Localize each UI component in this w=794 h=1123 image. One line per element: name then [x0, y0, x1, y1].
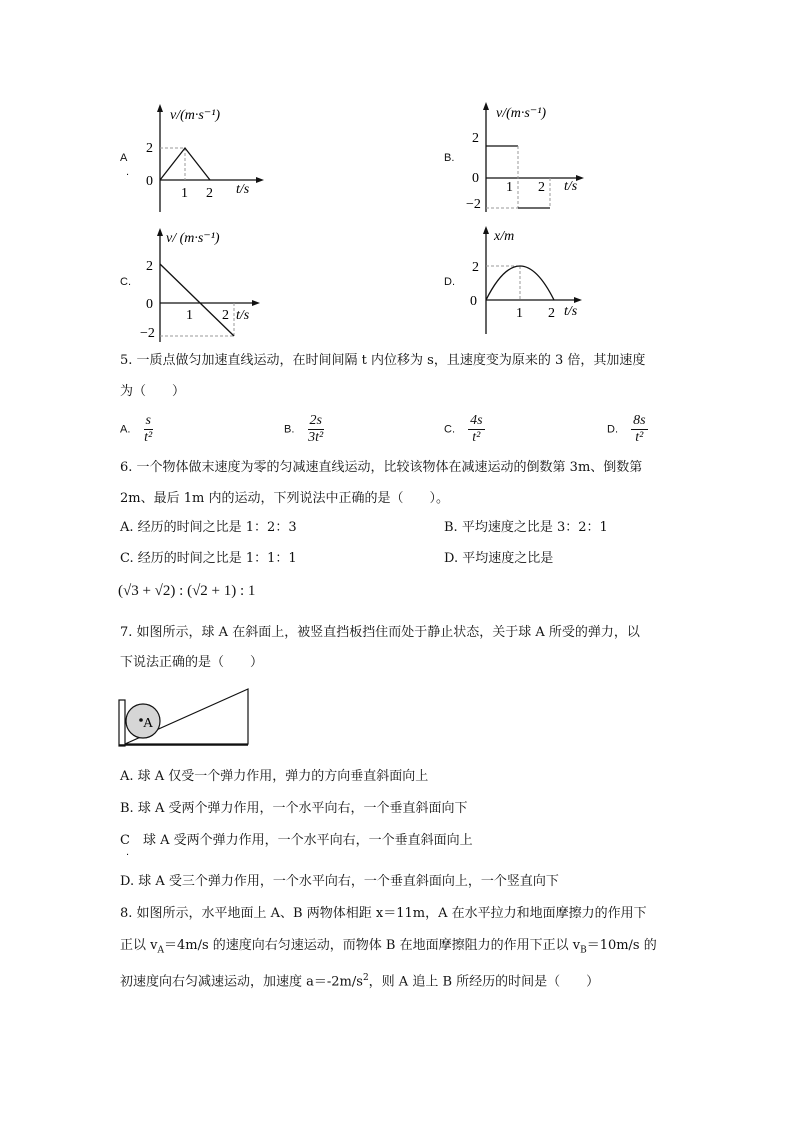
q8-accel-sup: 2: [362, 973, 369, 983]
graph-d-tick-x1: 1: [516, 306, 523, 321]
graph-c-ylabel: v/ (m·s⁻¹): [166, 231, 220, 246]
graph-d: [466, 222, 596, 338]
q6-option-c[interactable]: C. 经历的时间之比是 1：1：1: [120, 551, 297, 566]
graph-d-origin: 0: [470, 294, 477, 309]
q5-line2: 为（ ）: [120, 384, 186, 399]
graph-c: [140, 224, 270, 344]
graph-a-tick-y2: 2: [146, 141, 153, 156]
graph-b: [466, 98, 596, 214]
graph-c-tick-x1: 1: [186, 308, 193, 323]
q7-option-c[interactable]: C 球 A 受两个弹力作用，一个水平向右，一个垂直斜面向上: [120, 833, 473, 848]
graph-d-y-arrow: [483, 226, 489, 234]
q8-line3-part1: 初速度向右匀减速运动，加速度 a＝-2m/s: [120, 974, 363, 990]
graph-c-y-arrow: [157, 228, 163, 236]
q7-option-c-dot: .: [126, 846, 130, 858]
graph-a-y-arrow: [157, 104, 163, 112]
graph-b-tick-y2: 2: [472, 131, 479, 146]
option-d-label: D.: [444, 276, 455, 288]
graph-b-xlabel: t/s: [564, 179, 578, 194]
graph-c-tick-yneg2: −2: [140, 326, 155, 341]
graph-b-ylabel: v/(m·s⁻¹): [496, 106, 547, 121]
q7-ball-label: A: [143, 716, 154, 731]
q7-option-d[interactable]: D. 球 A 受三个弹力作用，一个水平向右，一个垂直斜面向上，一个竖直向下: [120, 874, 559, 889]
graph-c-tick-y2: 2: [146, 259, 153, 274]
q5-option-c[interactable]: [444, 413, 485, 446]
q5-option-c-num: 4s: [470, 413, 483, 428]
graph-a-origin: 0: [146, 174, 153, 189]
q8-line2: [120, 938, 657, 959]
graph-a: [140, 100, 270, 216]
q8-line2-part1: 正以 v: [120, 938, 158, 953]
q5-option-c-den: t²: [472, 430, 481, 445]
q6-line2: 2m、最后 1m 内的运动，下列说法中正确的是（ ）。: [120, 491, 449, 506]
graph-d-tick-x2: 2: [548, 306, 555, 321]
q5-option-b-den: 3t²: [308, 430, 324, 445]
q6-option-b[interactable]: B. 平均速度之比是 3：2：1: [444, 520, 608, 535]
graph-c-origin: 0: [146, 297, 153, 312]
q5-option-d-den: t²: [635, 430, 644, 445]
q5-option-d[interactable]: [607, 413, 648, 446]
graph-b-tick-yneg2: −2: [466, 197, 481, 212]
q6-option-d[interactable]: D. 平均速度之比是: [444, 551, 554, 566]
q5-line1: 5. 一质点做匀加速直线运动，在时间间隔 t 内位移为 s，且速度变为原来的 3 倍，其加速度: [120, 353, 646, 368]
graph-a-ylabel: v/(m·s⁻¹): [170, 108, 221, 123]
q7-diagram: [116, 686, 254, 748]
option-a-label: A: [120, 152, 128, 164]
q5-option-a-num: s: [145, 413, 151, 428]
option-b-label: B.: [444, 152, 455, 164]
q7-option-a[interactable]: A. 球 A 仅受一个弹力作用，弹力的方向垂直斜面向上: [120, 769, 429, 784]
q7-option-b[interactable]: B. 球 A 受两个弹力作用，一个水平向右，一个垂直斜面向下: [120, 801, 468, 816]
q6-formula: (√3 + √2) : (√2 + 1) : 1: [118, 583, 256, 599]
q8-line3-part2: ，则 A 追上 B 所经历的时间是（ ）: [368, 974, 600, 990]
q5-option-d-label: D.: [607, 423, 618, 436]
graph-b-tick-x2: 2: [538, 180, 545, 195]
graph-b-origin: 0: [472, 171, 479, 186]
q5-option-c-label: C.: [444, 423, 455, 436]
graph-c-x-arrow: [252, 300, 260, 306]
q5-option-a-fraction: [144, 413, 153, 446]
q8-line2-part3: ＝10m/s 的: [586, 938, 657, 953]
q5-option-a-den: t²: [144, 430, 153, 445]
q6-option-a[interactable]: A. 经历的时间之比是 1：2：3: [120, 520, 297, 535]
graph-d-xlabel: t/s: [564, 304, 578, 319]
graph-c-xlabel: t/s: [236, 308, 250, 323]
q5-option-a-label: A.: [120, 423, 131, 436]
graph-c-tick-x2: 2: [222, 308, 229, 323]
graph-a-tick-x2: 2: [206, 186, 213, 201]
graph-a-tick-x1: 1: [181, 186, 188, 201]
q5-option-b-label: B.: [284, 423, 295, 436]
q7-line1: 7. 如图所示，球 A 在斜面上，被竖直挡板挡住而处于静止状态，关于球 A 所受的弹力，以: [120, 625, 640, 640]
q6-line1: 6. 一个物体做末速度为零的匀减速直线运动，比较该物体在减速运动的倒数第 3m、倒数第: [120, 460, 643, 475]
graph-d-x-arrow: [574, 297, 582, 303]
q5-option-c-fraction: [468, 413, 484, 446]
graph-d-tick-y2: 2: [472, 260, 479, 275]
graph-d-ylabel: x/m: [494, 229, 515, 244]
q8-vB-sub: B: [580, 945, 587, 956]
q7-vertical-board: [119, 700, 125, 746]
q8-line2-part2: ＝4m/s 的速度向右匀速运动，而物体 B 在地面摩擦阻力的作用下正以 v: [163, 938, 581, 953]
q5-option-b-num: 2s: [309, 413, 322, 428]
q8-vA-sub: A: [157, 945, 164, 956]
option-c-label: C.: [120, 276, 131, 288]
q8-line1: 8. 如图所示，水平地面上 A、B 两物体相距 x＝11m，A 在水平拉力和地面摩擦力的作用下: [120, 906, 647, 921]
graph-a-xlabel: t/s: [236, 182, 250, 197]
graph-c-curve: [160, 264, 234, 336]
q7-line2: 下说法正确的是（ ）: [120, 655, 264, 670]
q5-option-a[interactable]: [120, 413, 153, 446]
q5-option-d-num: 8s: [633, 413, 646, 428]
option-a-dot: .: [126, 166, 130, 178]
graph-a-x-arrow: [256, 177, 264, 183]
graph-b-tick-x1: 1: [506, 180, 513, 195]
q5-option-d-fraction: [631, 413, 647, 446]
graph-b-y-arrow: [483, 102, 489, 110]
q5-option-b-fraction: [308, 413, 324, 446]
q5-option-b[interactable]: [284, 413, 324, 446]
q8-line3: [120, 970, 599, 990]
